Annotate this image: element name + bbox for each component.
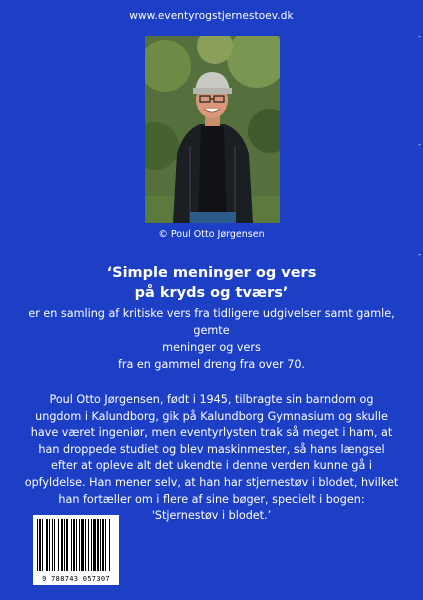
book-title-line: ‘Simple meninger og vers: [106, 265, 317, 281]
bio-line: Poul Otto Jørgensen, født i 1945, tilbragte sin barndom og: [49, 393, 374, 406]
description-line: gemte: [193, 324, 230, 337]
bio-line: han droppede studiet og blev maskinmester, så hans længsel: [38, 442, 385, 456]
book-description: [0, 305, 423, 373]
bio-line: opfyldelse. Han mener selv, at han har stjernestøv i blodet, hvilket: [24, 475, 399, 489]
description-line: meninger og vers: [162, 341, 261, 354]
edge-mark: -: [418, 140, 422, 150]
barcode-bars: [33, 515, 119, 575]
website-url: www.eventyrogstjernestoev.dk: [129, 10, 294, 22]
bio-line: han fortæller om i flere af sine bøger, specielt i bogen:: [58, 492, 365, 506]
author-photo: [145, 36, 280, 223]
edge-mark: -: [418, 250, 422, 260]
description-line: fra en gammel dreng fra over 70.: [117, 358, 306, 371]
bio-line: ungdom i Kalundborg, gik på Kalundborg Gymnasium og skulle: [35, 409, 388, 423]
bio-line: 'Stjernestøv i blodet.’: [151, 509, 272, 523]
isbn-number: 9 788743 057307: [42, 575, 110, 583]
bio-line: have været ingeniør, men eventyrlysten trak så meget i ham, at: [30, 426, 393, 440]
isbn-barcode: [33, 515, 119, 585]
book-title: [0, 263, 423, 303]
photo-credit: © Poul Otto Jørgensen: [158, 229, 265, 240]
book-title-line: på kryds og tværs’: [134, 285, 289, 301]
bio-line: efter at opleve alt det ukendte i denne verden kunne gå i: [50, 459, 373, 473]
author-bio: [0, 392, 423, 525]
edge-mark: -: [418, 32, 422, 42]
description-line: er en samling af kritiske vers fra tidligere udgivelser samt gamle,: [28, 307, 395, 320]
